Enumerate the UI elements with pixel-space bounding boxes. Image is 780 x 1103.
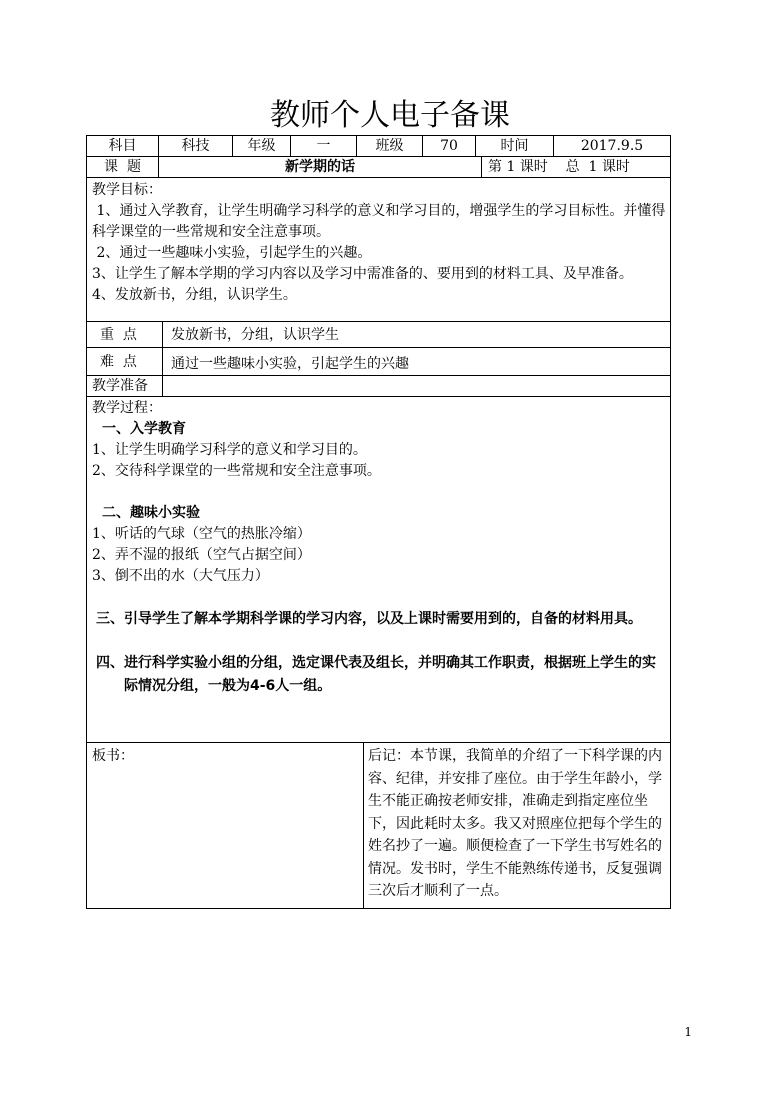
difficulty-label: 难 点 [100,354,137,370]
grade-label: 年级 [247,138,276,154]
process-section1-item-2: 2、交待科学课堂的一些常规和安全注意事项。 [92,463,381,479]
process-section2-item-2: 2、弄不湿的报纸（空气占据空间） [92,547,311,563]
subject-value: 科技 [181,138,210,154]
process-section2-item-1: 1、听话的气球（空气的热胀冷缩） [92,526,311,542]
board-label: 板书： [92,748,134,764]
preparation-label: 教学准备 [92,378,148,394]
h-line-bottom [86,908,671,909]
page-title: 教师个人电子备课 [270,98,510,133]
subject-label: 科目 [108,138,137,154]
objective-item-4: 4、发放新书，分组，认识学生。 [92,287,297,303]
process-heading: 教学过程： [92,400,162,416]
time-value: 2017.9.5 [580,138,644,154]
difficulty-value: 通过一些趣味小实验，引起学生的兴趣 [171,356,409,372]
reflection-text: 后记：本节课，我简单的介绍了一下科学课的内容、纪律，并安排了座位。由于学生年龄小，学生不能正确按老师安排，准确走到指定座位坐下，因此耗时太多。我又对照座位把每个学生的姓名抄了一遍。顺便检查了一下学生书写姓名的情况。发书时，学生不能熟练传递书，反复强调三次后才顺利了一点。 [368,748,662,899]
v-line-r2-b [481,156,482,177]
topic-label: 课 题 [104,159,141,175]
page-number: 1 [684,1025,692,1039]
class-label: 班级 [375,138,404,154]
process-section1-title: 一、入学教育 [102,421,186,437]
objective-item-1: 1、通过入学教育，让学生明确学习科学的意义和学习目的，增强学生的学习目标性。并懂得科学课堂的一些常规和安全注意事项。 [92,203,666,240]
topic-hours: 第 1 课时 总 1 课时 [488,159,630,175]
v-line-label-col [162,321,163,396]
process-section [92,398,668,698]
h-line-2 [86,177,671,178]
process-section2-title: 二、趣味小实验 [102,505,200,521]
process-section2-item-3: 3、倒不出的水（大气压力） [92,568,269,584]
v-line-right [670,135,671,909]
h-line-3 [86,321,671,322]
topic-value: 新学期的话 [285,159,355,175]
process-section1-item-1: 1、让学生明确学习科学的意义和学习目的。 [92,442,367,458]
grade-value: 一 [316,138,331,154]
objectives-heading: 教学目标： [92,182,162,198]
time-label: 时间 [500,138,529,154]
v-line-left [86,135,87,909]
h-line-4 [86,347,671,348]
h-line-5 [86,375,671,376]
key-point-label: 重 点 [100,327,137,343]
key-point-value: 发放新书，分组，认识学生 [171,327,339,343]
objective-item-3: 3、让学生了解本学期的学习内容以及学习中需准备的、要用到的材料工具、及早准备。 [92,266,633,282]
process-section3: 三、引导学生了解本学期科学课的学习内容，以及上课时需要用到的，自备的材料用具。 [96,611,642,627]
h-line-6 [86,396,671,397]
class-value: 70 [440,138,458,154]
objective-item-2: 2、通过一些趣味小实验，引起学生的兴趣。 [92,245,372,261]
process-section4: 四、进行科学实验小组的分组，选定课代表及组长，并明确其工作职责，根据班上学生的实际情况分组，一般为4-6人一组。 [96,655,656,694]
h-line-7 [86,742,671,743]
objectives-section [92,180,666,306]
v-line-bottom-split [363,742,364,908]
